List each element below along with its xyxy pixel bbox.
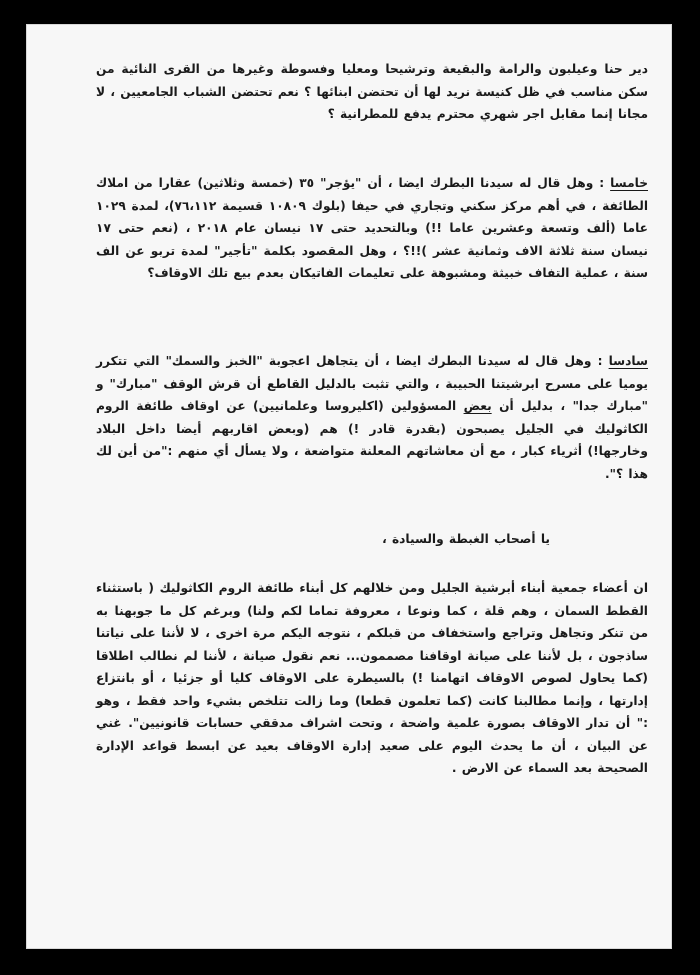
paragraph-1 [96,58,648,126]
paragraph-5 [96,577,648,780]
paragraph-3-body-a: : وهل قال له سيدنا البطرك ايضا ، أن يتجاهل اعجوبة "الخبز والسمك" التي تتكرر يوميا على مسرح ابرشيتنا الحبيبة ، والتي تثبت بالدليل القاطع أن قرش الوقف "مبارك" و "مبارك جدا" ، بدليل أن [96,354,648,413]
paragraph-5-text: ان أعضاء جمعية أبناء أبرشية الجليل ومن خلالهم كل أبناء طائفة الروم الكاثوليك ( باستثناء القطط السمان ، وهم قلة ، كما ونوعا ، معروفة تماما لكم ولنا) وبرغم كل ما جوبهنا به من تنكر وتجاهل وتراجع واستخفاف من قبلكم ، نتوجه اليكم مرة اخرى ، لا لأننا على نياتنا ساذجون ، بل لأننا على صيانة اوقافنا مصممون... نعم نقول صيانة ، لأننا لم نطالب اطلاقا (كما يحاول لصوص الاوقاف اتهامنا !) بالسيطرة على الاوقاف كليا أو جزئيا ، أو بانتزاع إدارتها ، وإنما مطالبنا كانت (كما تعلمون قطعا) وما زالت تتلخص بشيء واحد فقط ، وهو :" أن تدار الاوقاف بصورة علمية واضحة ، وتحت اشراف مدققي حسابات قانونيين". غني عن البيان ، أن ما يحدث اليوم على صعيد إدارة الاوقاف بعيد عن ابسط قواعد الإدارة الصحيحة بعد السماء عن الارض . [96,581,648,775]
paragraph-2 [96,172,648,285]
paragraph-3-text [96,350,648,485]
paragraph-2-text [96,172,648,285]
salutation-heading-text: يا أصحاب الغبطة والسيادة ، [382,532,550,546]
paragraph-3 [96,350,648,485]
paragraph-1-text: دير حنا وعيلبون والرامة والبقيعة وترشيحا ومعليا وفسوطة وغيرها من القرى النائية من سكن مناسب في ظل كنيسة نريد لها أن تحتضن ابنائها ؟ نعم تحتضن الشباب الجامعيين ، لا مجانا إنما مقابل اجر شهري محترم يدفع للمطرانية ؟ [96,62,648,121]
salutation-heading [90,528,550,551]
paragraph-2-label: خامسا [610,176,648,190]
paragraph-3-body-b: المسؤولين (اكليروسا وعلمانيين) عن اوقاف طائفة الروم الكاثوليك في الجليل يصبحون (بقدرة قادر !) هم (وبعض اقاربهم أيضا داخل البلاد وخارجها!) أثرياء كبار ، مع أن معاشاتهم المعلنة متواضعة ، ولا يسأل أي منهم :"من أين لك هذا ؟". [96,399,648,481]
paragraph-3-label: سادسا [608,354,648,368]
document-page [26,24,672,949]
paragraph-3-underlined-word: بعض [463,399,492,413]
paragraph-2-body: : وهل قال له سيدنا البطرك ايضا ، أن "يؤجر" ٣٥ (خمسة وثلاثين) عقارا من املاك الطائفة ، في أهم مركز سكني وتجاري في حيفا (بلوك ١٠٨٠٩ قسيمة ٧٦،١١٢)، لمدة ١٠٢٩ عاما (ألف وتسعة وعشرين عاما !!) وبالتحديد حتى ١٧ نيسان عام ٢٠١٨ ، (نعم حتى ١٧ نيسان سنة ثلاثة الاف وثمانية عشر )!!؟ ، وهل المقصود بكلمة "تأجير" لمدة تربو عن الف سنة ، عملية التفاف خبيثة ومشبوهة على تعليمات الفاتيكان بعدم بيع تلك الاوقاف؟ [96,176,649,280]
